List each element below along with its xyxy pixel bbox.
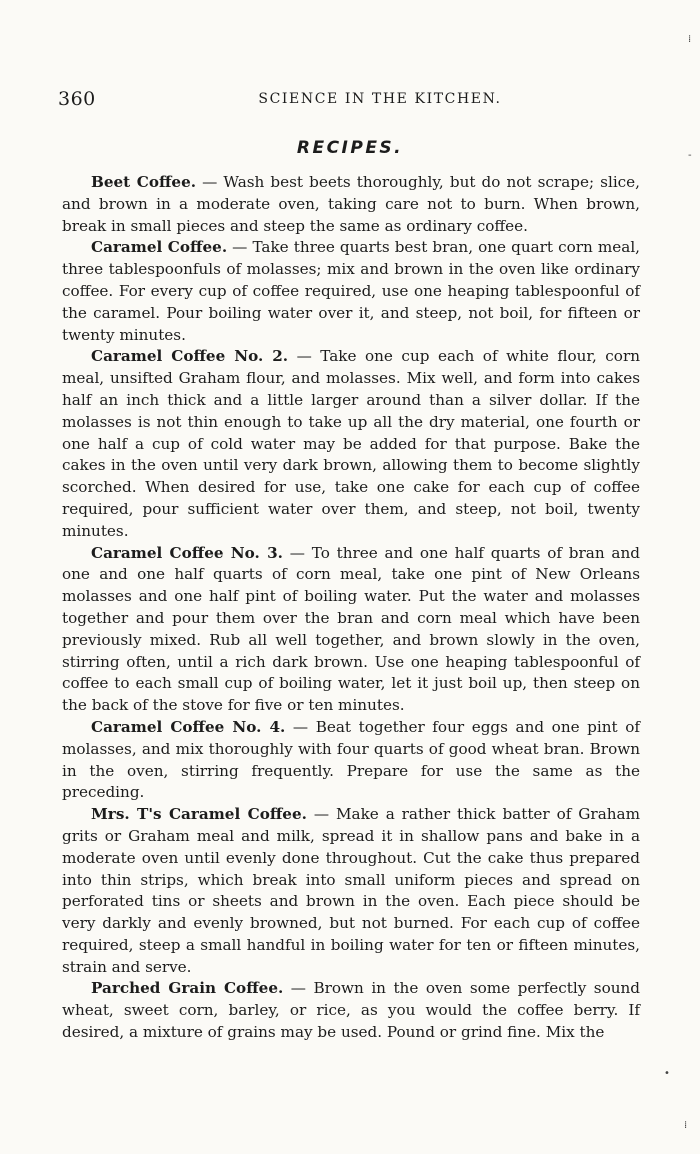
section-title: RECIPES. <box>296 138 404 158</box>
recipe-parched-grain-coffee <box>62 978 640 1043</box>
recipe-name: Caramel Coffee No. 3. <box>91 543 283 562</box>
scan-speck: ⁞ <box>688 34 692 45</box>
page-number: 360 <box>58 88 96 110</box>
recipe-text: — Take three quarts best bran, one quart corn meal, three tablespoonfuls of molasses; mix and brown in the oven like ordinary coffee. For every cup of coffee required, use one heaping tablespoonful of the caramel. Pour boiling water over it, and steep, not boil, for fifteen or twenty minutes. <box>62 238 640 344</box>
running-title: SCIENCE IN THE KITCHEN. <box>258 91 502 107</box>
recipe-name: Beet Coffee. <box>91 173 197 191</box>
recipe-text: — Wash best beets thoroughly, but do not scrape; slice, and brown in a moderate oven, taking care not to burn. When brown, break in small pieces and steep the same as ordinary coffee. <box>62 173 640 235</box>
scan-speck: - <box>688 150 692 161</box>
recipe-caramel-coffee-4 <box>62 717 640 804</box>
recipe-name: Parched Grain Coffee. <box>91 979 284 998</box>
recipe-text: — Brown in the oven some perfectly sound wheat, sweet corn, barley, or rice, as you would the coffee berry. If desired, a mixture of grains may be used. Pound or grind fine. Mix the <box>62 979 641 1042</box>
recipe-caramel-coffee-3 <box>62 543 640 717</box>
recipe-list <box>62 172 640 1044</box>
recipe-name: Caramel Coffee No. 2. <box>91 347 289 366</box>
recipe-text: — Take one cup each of white flour, corn meal, unsifted Graham flour, and molasses. Mix well, and form into cakes half an inch thick and a little larger around than a silver dollar. If the molasses is not thin enough to take up all the dry material, one fourth or one half a cup of cold water may be added for that purpose. Bake the cakes in the oven until very dark brown, allowing them to become slightly scorched. When desired for use, take one cake for each cup of coffee required, pour sufficient water over them, and steep, not boil, twenty minutes. <box>62 347 640 540</box>
recipe-name: Caramel Coffee No. 4. <box>91 717 286 736</box>
scan-speck: ⁞ <box>684 1120 688 1131</box>
recipe-caramel-coffee <box>62 237 640 346</box>
recipe-mrs-t-caramel-coffee <box>62 804 640 978</box>
recipe-caramel-coffee-2 <box>62 346 640 542</box>
recipe-text: — To three and one half quarts of bran and one and one half quarts of corn meal, take one pint of New Orleans molasses and one half pint of boiling water. Put the water and molasses together and pour them over the bran and corn meal which have been previously mixed. Rub all well together, and brown slowly in the oven, stirring often, until a rich dark brown. Use one heaping tablespoonful of coffee to each small cup of boiling water, let it just boil up, then steep on the back of the stove for five or ten minutes. <box>62 543 640 715</box>
recipe-text: — Make a rather thick batter of Graham grits or Graham meal and milk, spread it in shallow pans and bake in a moderate oven until evenly done throughout. Cut the cake thus prepared into thin strips, which break into small uniform pieces and spread on perforated tins or sheets and brown in the oven. Each piece should be very darkly and evenly browned, but not burned. For each cup of coffee required, steep a small handful in boiling water for ten or fifteen minutes, strain and serve. <box>62 805 640 976</box>
recipe-name: Mrs. T's Caramel Coffee. <box>91 805 307 824</box>
recipe-name: Caramel Coffee. <box>91 238 228 257</box>
scan-speck: • <box>664 1068 670 1079</box>
recipe-beet-coffee <box>62 172 640 237</box>
recipe-text: — Beat together four eggs and one pint of molasses, and mix thoroughly with four quarts of good wheat bran. Brown in the oven, stirring frequently. Prepare for use the same as the preceding. <box>62 717 640 802</box>
